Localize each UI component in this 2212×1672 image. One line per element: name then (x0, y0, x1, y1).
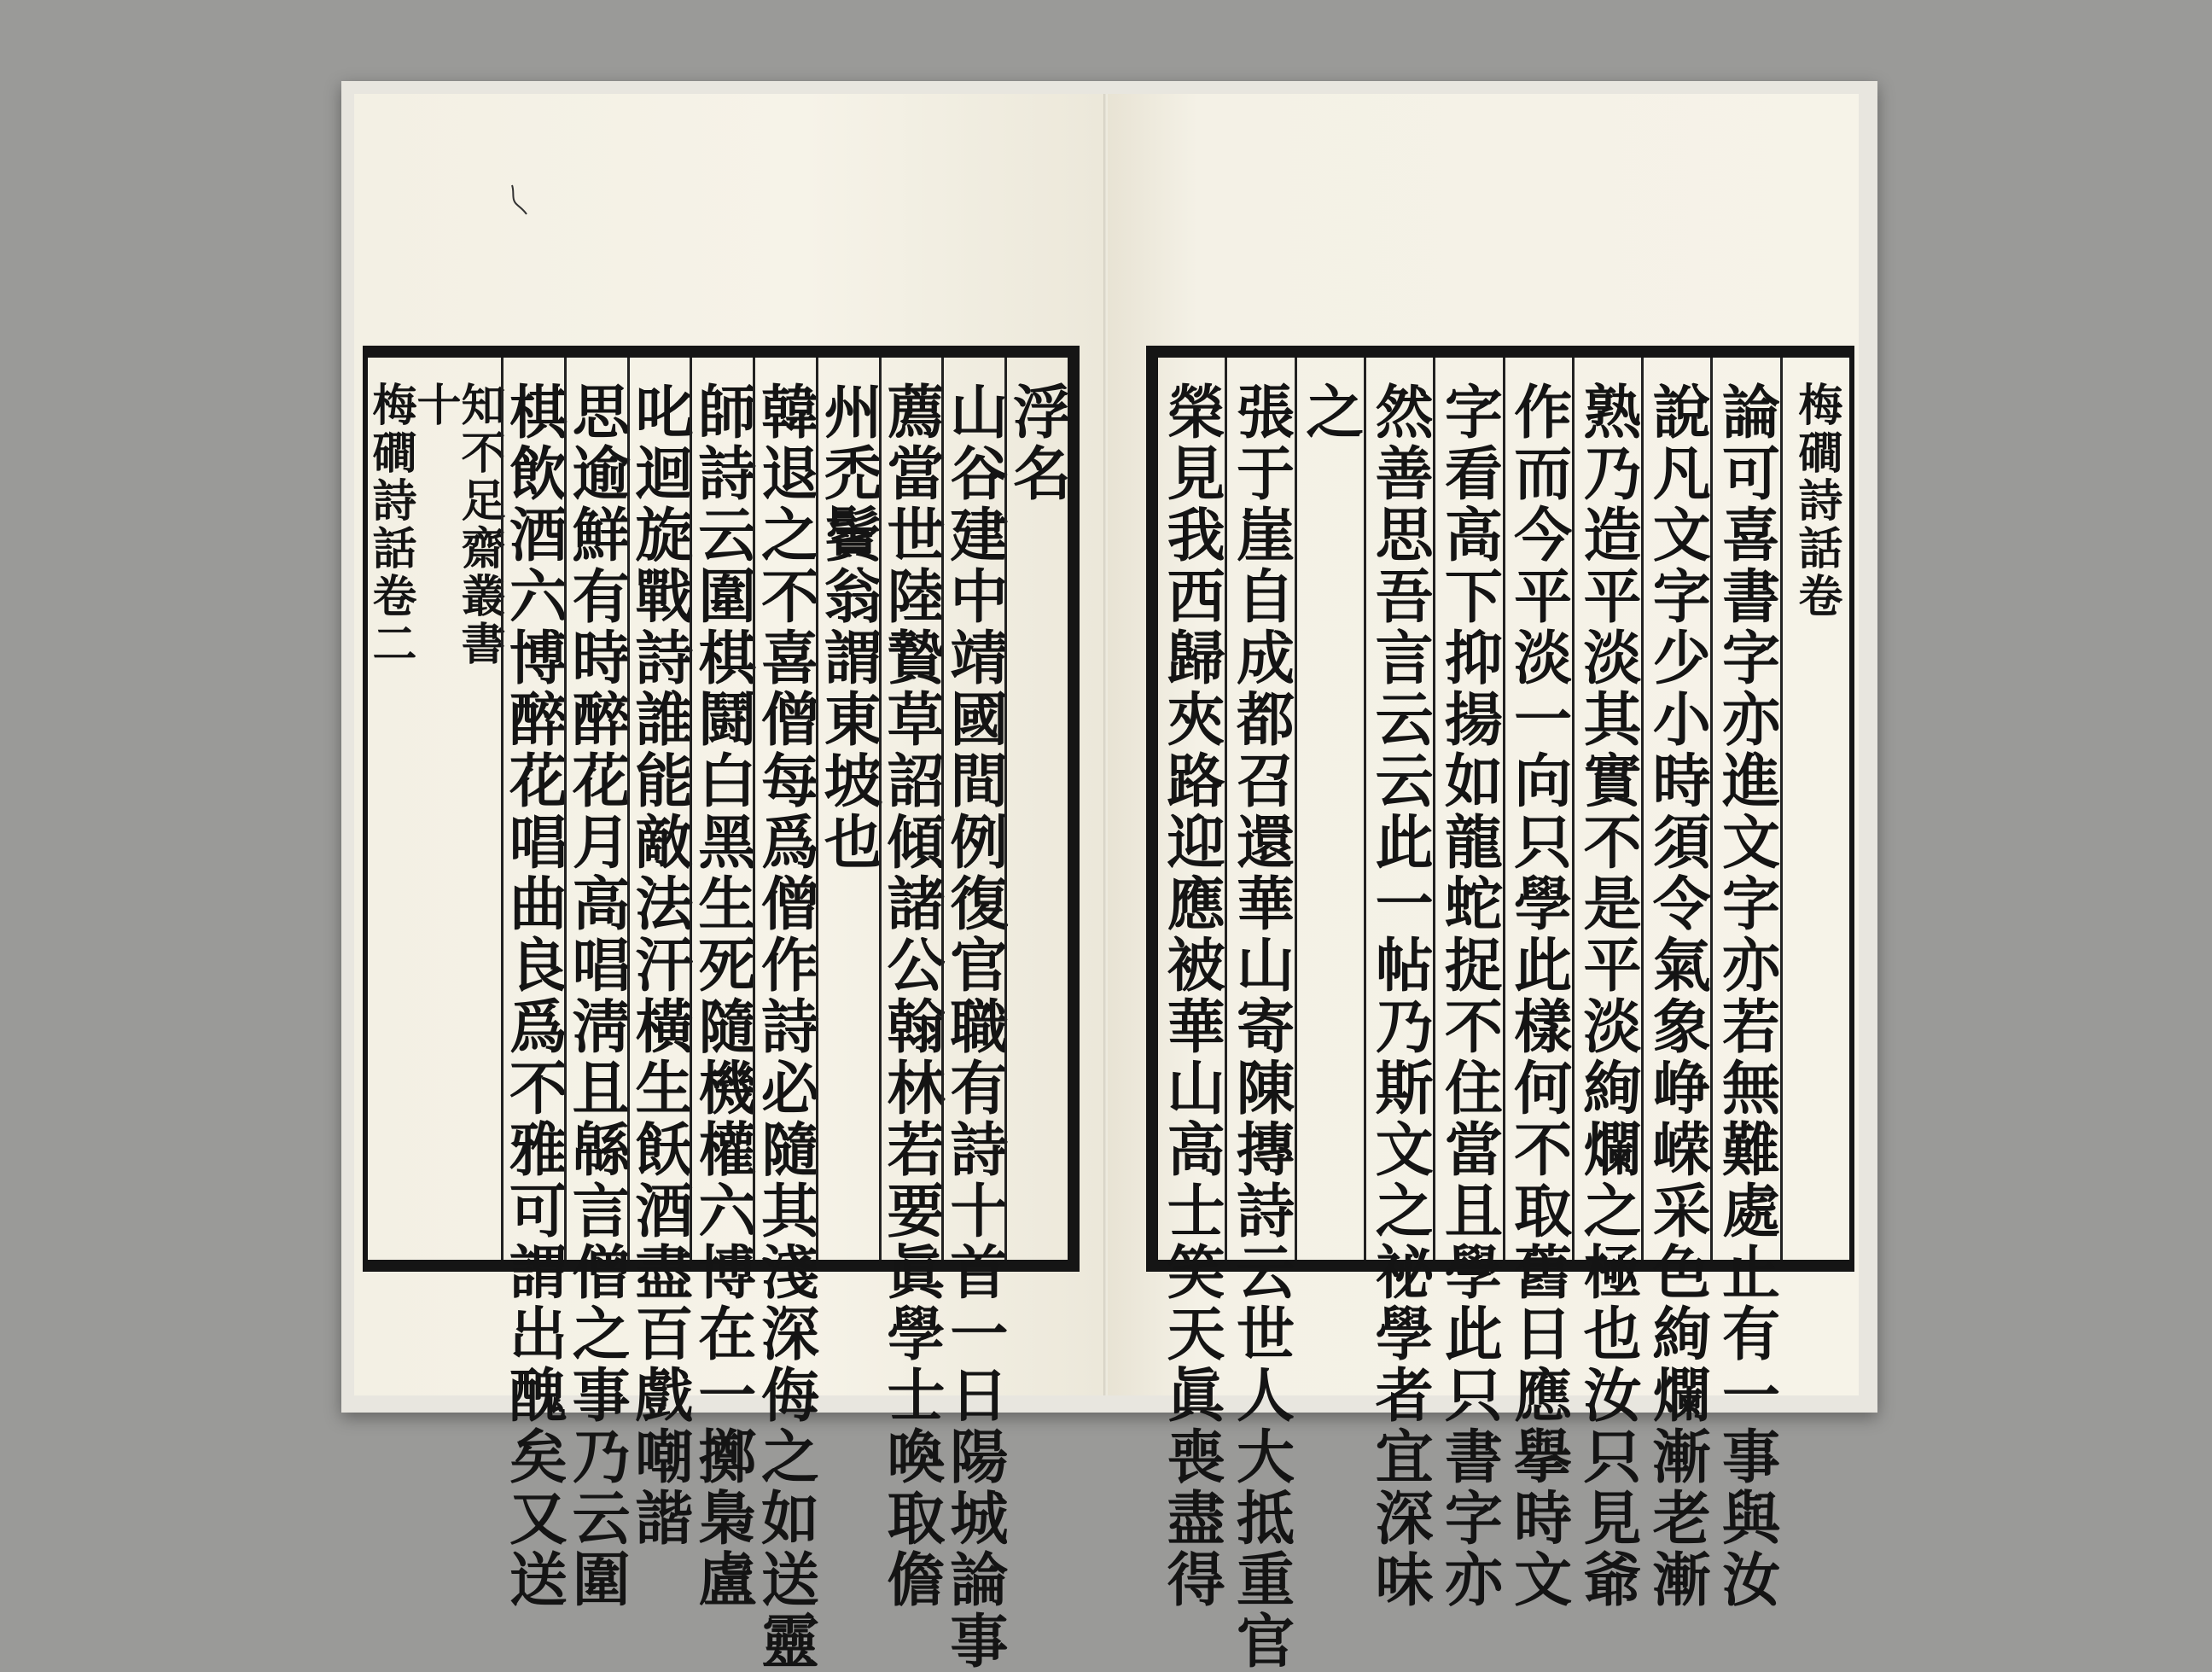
column-text: 棋飲酒六博醉花唱曲良爲不雅可謂出醜矣又送 (499, 382, 568, 1611)
column-text: 山谷建中靖國間例復官職有詩十首一日陽城論事 (940, 382, 1009, 1672)
text-column (1295, 358, 1364, 1260)
text-column (814, 358, 883, 1260)
column-text: 熟乃造平淡其實不是平淡絢爛之極也汝只見爺 (1573, 382, 1642, 1611)
column-text: 思逾鮮有時醉花月高唱淸且緜言僧之事乃云圍 (562, 382, 632, 1611)
column-text: 字看高下抑揚如龍蛇捉不住當且學此只書字亦 (1435, 382, 1504, 1611)
text-column (1003, 358, 1072, 1260)
left-page (354, 94, 1105, 1672)
colophon-publisher: 知不足齋叢書 (452, 382, 505, 668)
text-frame-left (363, 346, 1080, 1672)
column-text: 張于崖自成都召還華山寄陳摶詩云世人大抵重官 (1226, 382, 1295, 1672)
text-column (1572, 358, 1642, 1611)
text-column (1641, 358, 1712, 1611)
column-text: 說凡文字少小時須令氣象峥嵘采色絢爛漸老漸 (1643, 382, 1712, 1611)
column-text: 浮名 (1003, 382, 1072, 504)
text-column (1503, 358, 1573, 1611)
open-book (341, 81, 1877, 1672)
column-text: 師詩云圍棋鬪白黑生死隨機權六博在一擲梟盧 (688, 382, 757, 1611)
text-column (1710, 358, 1781, 1611)
text-column (499, 358, 568, 1611)
text-frame-right (1146, 346, 1854, 1672)
text-column (940, 358, 1009, 1672)
text-column (625, 358, 694, 1549)
column-text: 叱迴旋戰詩誰能敵法汗橫生飫酒盡百戲嘲諧 (625, 382, 694, 1549)
column-text: 薦當世陸贄草詔傾諸公翰林若要眞學士喚取儋 (877, 382, 946, 1611)
column-text: 州禿鬢翁謂東坡也 (814, 382, 883, 873)
text-column (1364, 358, 1435, 1611)
column-text: 論可喜書字亦進文字亦若無難處止有一事與汝 (1712, 382, 1781, 1611)
right-columns (1157, 358, 1849, 1672)
text-column (751, 358, 820, 1672)
text-column (1433, 358, 1504, 1611)
text-column (877, 358, 946, 1611)
column-text: 之 (1295, 382, 1365, 443)
colophon-page: 十 (408, 382, 461, 429)
column-text: 然善思吾言云云此一帖乃斯文之祕學者宜深味 (1365, 382, 1435, 1611)
right-page (1108, 94, 1859, 1672)
text-column (1225, 358, 1295, 1672)
colophon-title: 梅磵詩話卷二 (364, 382, 416, 668)
column-text: 榮見我西歸夾路迎應被華山高士笑天眞喪盡得 (1157, 382, 1226, 1611)
column-text: 韓退之不喜僧每爲僧作詩必隨其淺深侮之如送靈 (751, 382, 820, 1672)
page-header: 梅磵詩話卷 (1790, 382, 1842, 620)
text-column (688, 358, 757, 1611)
header-column (1780, 358, 1849, 1260)
colophon-column (364, 358, 505, 1260)
column-text: 作而今平淡一向只學此樣何不取舊日應擧時文 (1504, 382, 1573, 1611)
ink-mark (508, 184, 533, 218)
left-columns (364, 358, 1072, 1672)
text-column (562, 358, 632, 1611)
text-column (1157, 358, 1226, 1611)
